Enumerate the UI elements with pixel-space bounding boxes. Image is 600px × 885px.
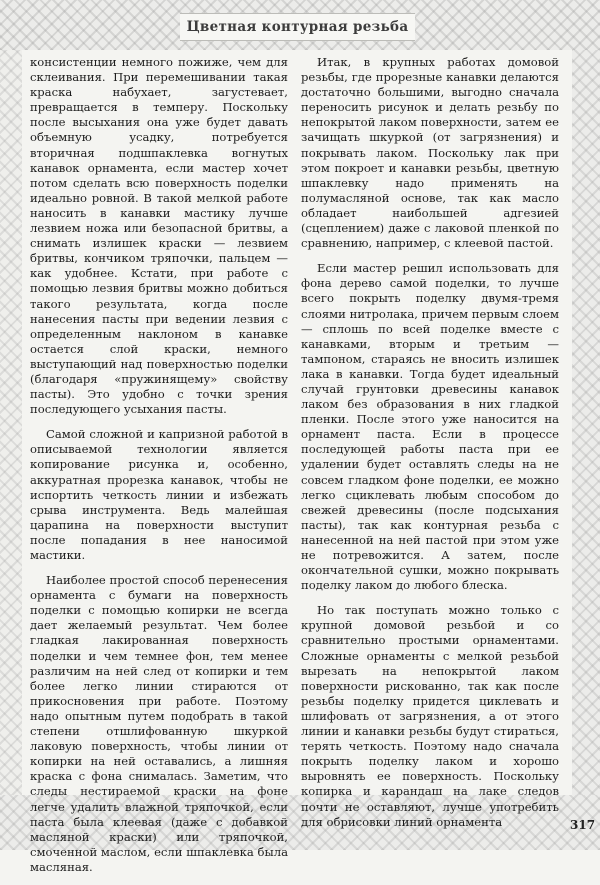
left-text-column bbox=[30, 55, 288, 885]
left-paragraph-3: Наиболее простой способ перенесения орнамента с бумаги на поверхность поделки с помощью копирки не всегда дает желаемый результат. Чем более гладкая лакированная поверхность поделки и чем темнее фон, тем менее различим на ней след от копирки и тем более легко линии стираются от прикосновения при работе. Поэтому надо опытным путем подобрать в такой степени отшлифованную шкуркой лаковую поверхность, чтобы линии от копирки на ней оставались, а лишняя краска с фона снималась. Заметим, что следы нестираемой краски на фоне легче удалить влажной тряпочкой, если паста была клеевая (даже с добавкой масляной краски) или тряпочкой, смоченной маслом, если шпаклевка была масляная. bbox=[30, 573, 288, 874]
right-paragraph-2: Если мастер решил использовать для фона дерево самой поделки, то лучше всего покрыть поделку двумя-тремя слоями нитролака, причем первым слоем — сплошь по всей поделке вместе с канавками, вторым и третьим — тампоном, стараясь не вносить излишек лака в канавки. Тогда будет идеальный случай грунтовки древесины канавок лаком без образования в них гладкой пленки. После этого уже наносится на орнамент паста. Если в процессе последующей работы паста при ее удалении будет оставлять следы на не совсем гладком фоне поделки, ее можно легко сциклевать любым способом до свежей древесины (после подсыхания пасты), так как контурная резьба с нанесенной на ней пастой при этом уже не потревожится. А затем, после окончательной сушки, можно покрывать поделку лаком до любого блеска. bbox=[301, 261, 559, 593]
right-paragraph-1: Итак, в крупных работах домовой резьбы, где прорезные канавки делаются достаточно большими, выгодно сначала переносить рисунок и делать резьбу по непокрытой лаком поверхности, затем ее зачищать шкуркой (от загрязнения) и покрывать лаком. Поскольку лак при этом покроет и канавки резьбы, цветную шпаклевку надо применять на полумасляной основе, так как масло обладает наибольшей адгезией (сцеплением) даже с лаковой пленкой по сравнению, например, с клеевой пастой. bbox=[301, 55, 559, 251]
page-number: 317 bbox=[570, 818, 596, 832]
right-text-column bbox=[301, 55, 559, 840]
running-header-title: Цветная контурная резьба bbox=[186, 19, 409, 35]
ornamental-border-left bbox=[0, 50, 22, 825]
running-header bbox=[180, 13, 415, 41]
left-paragraph-2: Самой сложной и капризной работой в описываемой технологии является копирование рисунка и, особенно, аккуратная прорезка канавок, чтобы не испортить четкость линии и избежать срыва инструмента. Ведь малейшая царапина на поверхности выступит после попадания в нее наносимой мастики. bbox=[30, 427, 288, 562]
left-paragraph-1: консистенции немного пожиже, чем для склеивания. При перемешивании такая краска набухает, загустевает, превращается в темперу. Поскольку после высыхания она уже будет давать объемную усадку, потребуется вторичная подшпаклевка вогнутых канавок орнамента, если мастер хочет потом сделать всю поверхность поделки идеально ровной. В такой мелкой работе наносить в канавки мастику лучше лезвием ножа или безопасной бритвы, а снимать излишек краски — лезвием бритвы, кончиком тряпочки, пальцем — как удобнее. Кстати, при работе с помощью лезвия бритвы можно добиться такого результата, когда после нанесения пасты при ведении лезвия с определенным наклоном в канавке остается слой краски, немного выступающий над поверхностью поделки (благодаря «пружинящему» свойству пасты). Это удобно с точки зрения последующего усыхания пасты. bbox=[30, 55, 288, 417]
right-paragraph-3: Но так поступать можно только с крупной домовой резьбой и со сравнительно простыми орнаментами. Сложные орнаменты с мелкой резьбой вырезать на непокрытой лаком поверхности рискованно, так как после резьбы поделку придется циклевать и шлифовать от загрязнения, а от этого линии и канавки резьбы будут стираться, терять четкость. Поэтому надо сначала покрыть поделку лаком и хорошо выровнять ее поверхность. Поскольку копирка и карандаш на лаке следов почти не оставляют, лучше употребить для обрисовки линий орнамента bbox=[301, 603, 559, 829]
ornamental-border-right bbox=[572, 50, 600, 825]
